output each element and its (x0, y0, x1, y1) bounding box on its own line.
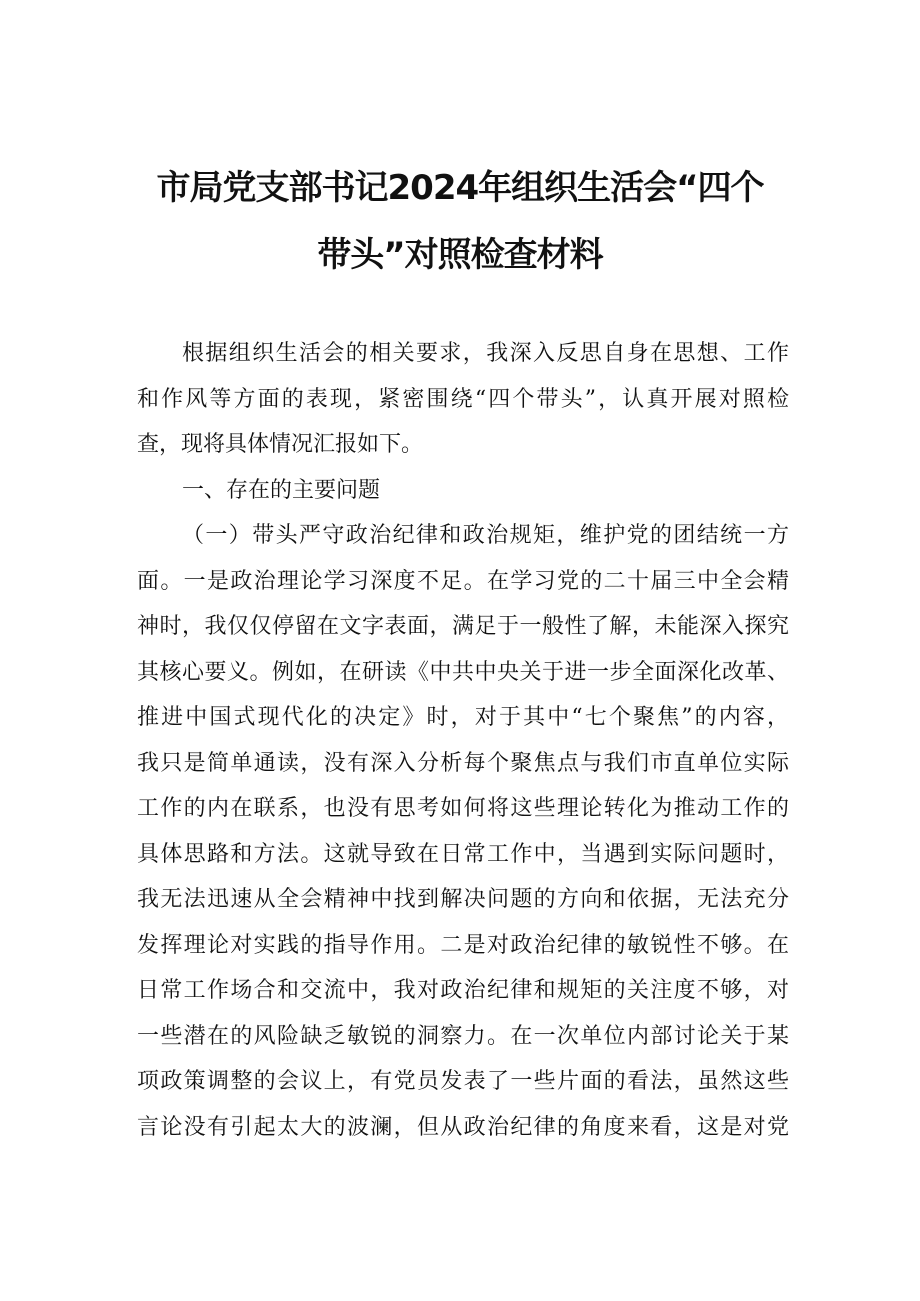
body-line: 我无法迅速从全会精神中找到解决问题的方向和依据，无法充分 (137, 887, 789, 912)
body-line: 推进中国式现代化的决定》时，对于其中“七个聚焦”的内容， (137, 705, 789, 730)
document-title-line-2: 带头”对照检查材料 (317, 235, 603, 275)
body-line: （一）带头严守政治纪律和政治规矩，维护党的团结统一方 (182, 523, 789, 548)
body-line: 言论没有引起太大的波澜，但从政治纪律的角度来看，这是对党 (137, 1114, 789, 1140)
section-heading: 一、存在的主要问题 (182, 477, 381, 503)
body-line: 一些潜在的风险缺乏敏锐的洞察力。在一次单位内部讨论关于某 (137, 1023, 789, 1049)
body-line: 我只是简单通读，没有深入分析每个聚焦点与我们市直单位实际 (137, 750, 789, 776)
body-line: 其核心要义。例如，在研读《中共中央关于进一步全面深化改革、 (137, 659, 789, 685)
body-line: 发挥理论对实践的指导作用。二是对政治纪律的敏锐性不够。在 (137, 932, 789, 958)
body-line: 面。一是政治理论学习深度不足。在学习党的二十届三中全会精 (137, 568, 789, 594)
body-line: 神时，我仅仅停留在文字表面，满足于一般性了解，未能深入探究 (137, 614, 789, 639)
intro-line: 查，现将具体情况汇报如下。 (137, 432, 424, 457)
intro-line: 根据组织生活会的相关要求，我深入反思自身在思想、工作 (182, 341, 789, 366)
body-line: 工作的内在联系，也没有思考如何将这些理论转化为推动工作的 (137, 796, 789, 821)
intro-line: 和作风等方面的表现，紧密围绕“四个带头”，认真开展对照检 (137, 386, 789, 412)
body-line: 项政策调整的会议上，有党员发表了一些片面的看法，虽然这些 (137, 1069, 789, 1094)
body-line: 具体思路和方法。这就导致在日常工作中，当遇到实际问题时， (137, 841, 789, 867)
document-title-line-1: 市局党支部书记2024年组织生活会“四个 (156, 168, 764, 208)
document-body (137, 331, 789, 1150)
body-line: 日常工作场合和交流中，我对政治纪律和规矩的关注度不够，对 (137, 978, 789, 1003)
